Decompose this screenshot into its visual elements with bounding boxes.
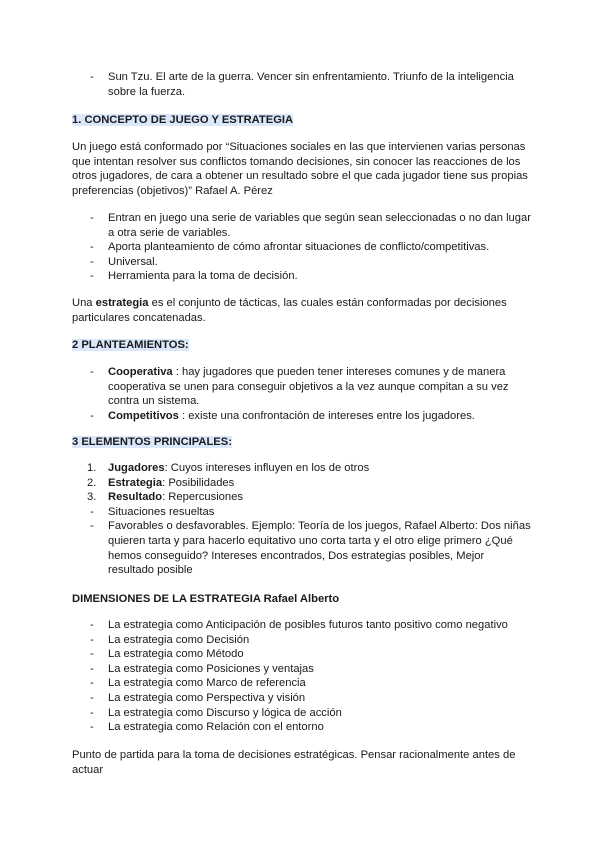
dash-marker: - [90, 619, 94, 631]
section-2-list [72, 365, 532, 423]
section-3-list [72, 461, 532, 578]
list-item-text: Universal. [108, 255, 158, 268]
dash-marker: - [90, 409, 94, 422]
dimensions-list [72, 618, 532, 735]
list-item-text: Resultado: Repercusiones [108, 491, 243, 504]
section-3-heading: 3 ELEMENTOS PRINCIPALES: [72, 436, 232, 448]
dash-marker: - [90, 662, 94, 675]
list-item [72, 519, 532, 577]
dash-marker: - [90, 212, 94, 224]
section-1-heading: 1. CONCEPTO DE JUEGO Y ESTRATEGIA [72, 114, 294, 126]
list-item [72, 505, 532, 520]
list-item: - La estrategia como Perspectiva y visión [90, 691, 306, 704]
section-1-bullets [72, 211, 532, 284]
list-item [72, 255, 532, 270]
list-item: - La estrategia como Discurso y lógica de acción [90, 706, 342, 719]
dash-marker: - [90, 520, 94, 533]
list-item [72, 269, 532, 284]
number-marker: 1. [87, 462, 97, 474]
dash-marker: - [90, 691, 94, 704]
list-item-text: Favorables o desfavorables. Ejemplo: Teoría de los juegos, Rafael Alberto: Dos niñas quieren tarta y para hacerlo equitativo uno corta tarta y el otro elige primero ¿Qué hemos conseguido? Intereses encontrados, Dos estrategias posibles, Mejor resultado posible [108, 520, 531, 577]
section-2-heading: 2 PLANTEAMIENTOS: [72, 339, 189, 351]
game-definition-paragraph: Un juego está conformado por “Situaciones sociales en las que intervienen varias personas que intentan resolver sus conflictos tomando decisiones, sin conocer las reacciones de los otros jugadores, de cara a obtener un resultado sobre el que cada jugador tiene sus propias preferencias (objetivos)” Rafael A. Pérez [72, 141, 528, 197]
list-item [72, 409, 532, 424]
dash-marker: - [90, 366, 94, 378]
list-item-text: Sun Tzu. El arte de la guerra. Vencer sin enfrentamiento. Triunfo de la inteligencia sobre la fuerza. [108, 71, 514, 98]
list-item [72, 211, 532, 240]
list-item: - La estrategia como Relación con el entorno [90, 721, 324, 734]
list-item [72, 70, 532, 99]
list-item-text: Jugadores: Cuyos intereses influyen en los de otros [108, 462, 370, 474]
list-item: - La estrategia como Posiciones y ventajas [90, 662, 314, 675]
dash-marker: - [90, 270, 94, 283]
list-item: - La estrategia como Método [90, 648, 244, 661]
top-bullet-list [72, 70, 532, 99]
list-item [72, 240, 532, 255]
strategy-definition-paragraph: Una estrategia es el conjunto de tácticas, las cuales están conformadas por decisiones particulares concatenadas. [72, 297, 507, 324]
list-item [72, 365, 532, 409]
dash-marker: - [90, 505, 94, 518]
dash-marker: - [90, 633, 94, 646]
dash-marker: - [90, 255, 94, 268]
list-item-text: Entran en juego una serie de variables que según sean seleccionadas o no dan lugar a otra serie de variables. [108, 212, 531, 239]
list-item-text: Herramienta para la toma de decisión. [108, 270, 298, 283]
strategy-term: estrategia [95, 297, 149, 309]
dash-marker: - [90, 721, 94, 734]
dash-marker: - [90, 706, 94, 719]
dash-marker: - [90, 648, 94, 661]
numbered-item [72, 476, 532, 491]
dash-marker: - [90, 71, 94, 83]
list-item-text: Estrategia: Posibilidades [108, 476, 235, 489]
closing-paragraph: Punto de partida para la toma de decisiones estratégicas. Pensar racionalmente antes de actuar [72, 749, 516, 776]
number-marker: 3. [87, 491, 97, 504]
numbered-item [72, 461, 532, 476]
list-item-text: Situaciones resueltas [108, 505, 215, 518]
numbered-item [72, 490, 532, 505]
list-item: - La estrategia como Marco de referencia [90, 677, 306, 690]
list-item-text: Cooperativa : hay jugadores que pueden tener intereses comunes y de manera cooperativa se unen para conseguir objetivos a la vez aunque compitan a su vez contra un sistema. [108, 366, 509, 408]
list-item-text: Competitivos : existe una confrontación de intereses entre los jugadores. [108, 409, 475, 422]
list-item-text: Aporta planteamiento de cómo afrontar situaciones de conflicto/competitivas. [108, 241, 490, 254]
list-item: - La estrategia como Anticipación de posibles futuros tanto positivo como negativo [90, 619, 508, 631]
number-marker: 2. [87, 476, 97, 489]
section-4-heading: DIMENSIONES DE LA ESTRATEGIA Rafael Alberto [72, 593, 340, 605]
dash-marker: - [90, 677, 94, 690]
dash-marker: - [90, 241, 94, 254]
list-item: - La estrategia como Decisión [90, 633, 250, 646]
